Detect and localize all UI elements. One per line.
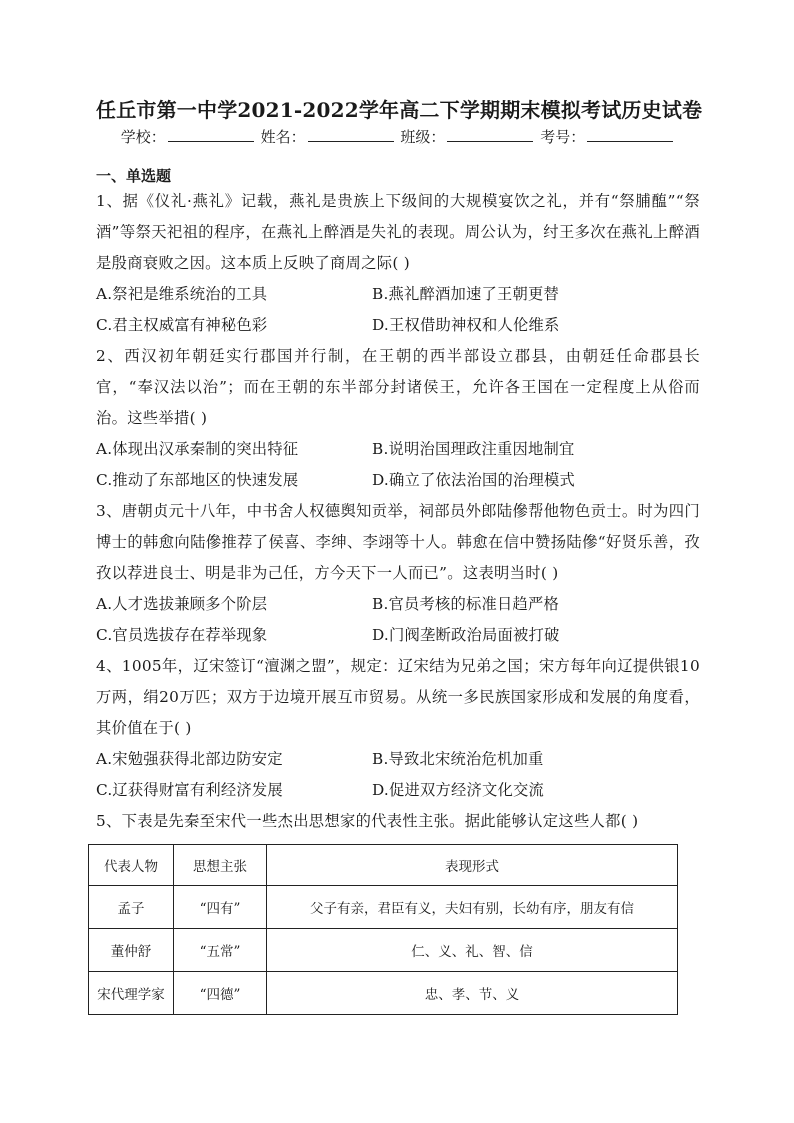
option-d[interactable]: D.确立了依法治国的治理模式: [372, 471, 575, 489]
table-cell: 忠、孝、节、义: [267, 972, 678, 1015]
school-label: 学校：: [120, 128, 166, 146]
class-blank[interactable]: [447, 127, 533, 142]
option-d[interactable]: D.王权借助神权和人伦维系: [372, 316, 560, 334]
student-info-line: [96, 126, 700, 148]
option-a[interactable]: A.宋勉强获得北部边防安定: [96, 750, 283, 768]
table-cell: “五常”: [174, 929, 267, 972]
question-5: [96, 806, 700, 837]
exam-title: 任丘市第一中学2021-2022学年高二下学期期末模拟考试历史试卷: [96, 98, 703, 122]
option-b[interactable]: B.说明治国理政注重因地制宜: [372, 440, 575, 458]
table-cell: 父子有亲，君臣有义，夫妇有别，长幼有序，朋友有信: [267, 886, 678, 929]
school-blank[interactable]: [168, 127, 254, 142]
option-c[interactable]: C.君主权威富有神秘色彩: [96, 316, 268, 334]
question-options: [96, 589, 700, 651]
thinkers-table: [88, 844, 678, 1015]
section-heading: 一、单选题: [96, 167, 172, 185]
table-cell: 宋代理学家: [89, 972, 174, 1015]
class-label: 班级：: [400, 128, 446, 146]
option-a[interactable]: A.体现出汉承秦制的突出特征: [96, 440, 299, 458]
table-cell: “四有”: [174, 886, 267, 929]
table-row: [89, 886, 678, 929]
question-stem: 4、1005年，辽宋签订“澶渊之盟”，规定：辽宋结为兄弟之国；宋方每年向辽提供银10万两，绢20万匹；双方于边境开展互市贸易。从统一多民族国家形成和发展的角度看，其价值在于( ): [96, 657, 700, 737]
table-row: [89, 972, 678, 1015]
question-stem: 2、西汉初年朝廷实行郡国并行制，在王朝的西半部设立郡县，由朝廷任命郡县长官，“奉汉法以治”；而在王朝的东半部分封诸侯王，允许各王国在一定程度上从俗而治。这些举措( ): [96, 347, 700, 427]
table-cell: “四德”: [174, 972, 267, 1015]
question-stem: 1、据《仪礼·燕礼》记载，燕礼是贵族上下级间的大规模宴饮之礼，并有“祭脯醢”“祭酒”等祭天祀祖的程序，在燕礼上醉酒是失礼的表现。周公认为，纣王多次在燕礼上醉酒是殷商衰败之因。这本质上反映了商周之际( ): [96, 192, 700, 272]
table-cell: 孟子: [89, 886, 174, 929]
option-d[interactable]: D.促进双方经济文化交流: [372, 781, 544, 799]
question-options: [96, 279, 700, 341]
question-2: [96, 341, 700, 496]
name-blank[interactable]: [308, 127, 394, 142]
option-a[interactable]: A.祭祀是维系统治的工具: [96, 285, 268, 303]
table-cell: 仁、义、礼、智、信: [267, 929, 678, 972]
option-c[interactable]: C.辽获得财富有利经济发展: [96, 781, 283, 799]
question-stem: 5、下表是先秦至宋代一些杰出思想家的代表性主张。据此能够认定这些人都( ): [96, 812, 639, 830]
exam-page: [96, 96, 703, 1003]
question-stem: 3、唐朝贞元十八年，中书舍人权德舆知贡举，祠部员外郎陆傪帮他物色贡士。时为四门博士的韩愈向陆傪推荐了侯喜、李绅、李翊等十人。韩愈在信中赞扬陆傪“好贤乐善，孜孜以荐进良士、明是非为己任，方今天下一人而已”。这表明当时( ): [96, 502, 700, 582]
option-b[interactable]: B.导致北宋统治危机加重: [372, 750, 544, 768]
name-label: 姓名：: [260, 128, 306, 146]
option-c[interactable]: C.推动了东部地区的快速发展: [96, 471, 299, 489]
table-row: [89, 929, 678, 972]
table-cell: 董仲舒: [89, 929, 174, 972]
option-b[interactable]: B.官员考核的标准日趋严格: [372, 595, 559, 613]
exam-number-blank[interactable]: [587, 127, 673, 142]
table-header-cell: 表现形式: [267, 845, 678, 886]
table-header-cell: 代表人物: [89, 845, 174, 886]
option-a[interactable]: A.人才选拔兼顾多个阶层: [96, 595, 268, 613]
option-c[interactable]: C.官员选拔存在荐举现象: [96, 626, 268, 644]
table-header-cell: 思想主张: [174, 845, 267, 886]
exam-number-label: 考号：: [540, 128, 586, 146]
question-options: [96, 434, 700, 496]
question-4: [96, 651, 700, 806]
question-1: [96, 186, 700, 341]
question-options: [96, 744, 700, 806]
table-header-row: [89, 845, 678, 886]
question-3: [96, 496, 700, 651]
option-d[interactable]: D.门阀垄断政治局面被打破: [372, 626, 560, 644]
option-b[interactable]: B.燕礼醉酒加速了王朝更替: [372, 285, 559, 303]
